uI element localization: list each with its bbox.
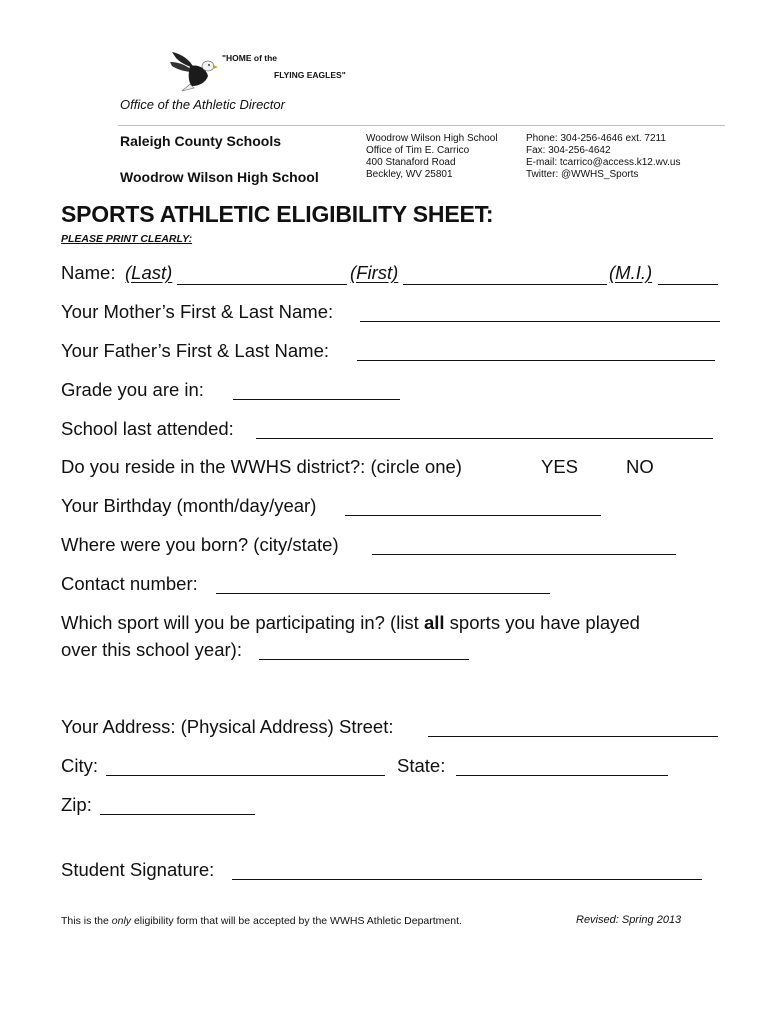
school-name: Woodrow Wilson High School: [120, 169, 319, 185]
form-subtitle: PLEASE PRINT CLEARLY:: [61, 233, 193, 245]
birthday-label: Your Birthday (month/day/year): [61, 495, 317, 516]
district-name: Raleigh County Schools: [120, 133, 282, 149]
eagle-icon: [168, 48, 218, 92]
street-address-field[interactable]: [428, 736, 718, 737]
father-name-field[interactable]: [357, 360, 715, 361]
address-block: [366, 133, 498, 181]
city-label: City:: [61, 755, 98, 776]
birthplace-field[interactable]: [372, 554, 676, 555]
twitter-line: Twitter: @WWHS_Sports: [526, 169, 639, 180]
birthplace-label: Where were you born? (city/state): [61, 534, 339, 555]
sport-question-text-end: sports you have played: [444, 612, 640, 633]
motto-line-2: FLYING EAGLES": [274, 70, 346, 80]
state-field[interactable]: [456, 775, 668, 776]
contact-number-label: Contact number:: [61, 573, 198, 594]
name-mi-field[interactable]: [658, 284, 718, 285]
mother-name-label: Your Mother’s First & Last Name:: [61, 301, 334, 322]
sport-question-line-2: over this school year):: [61, 639, 242, 660]
grade-field[interactable]: [233, 399, 400, 400]
school-attended-label: School last attended:: [61, 418, 234, 439]
footer-note-text: This is the: [61, 915, 112, 927]
signature-field[interactable]: [232, 879, 702, 880]
name-last-label: (Last): [125, 262, 173, 283]
footer-note-emphasis: only: [111, 915, 132, 927]
street-address-label: Your Address: (Physical Address) Street:: [61, 716, 394, 737]
name-label: Name:: [61, 262, 116, 283]
address-line: Woodrow Wilson High School: [366, 133, 498, 144]
mother-name-field[interactable]: [360, 321, 720, 322]
contact-block: [526, 133, 680, 181]
name-first-field[interactable]: [403, 284, 607, 285]
school-attended-field[interactable]: [256, 438, 713, 439]
fax-line: Fax: 304-256-4642: [526, 145, 611, 156]
father-name-label: Your Father’s First & Last Name:: [61, 340, 330, 361]
reside-no-option[interactable]: NO: [626, 456, 654, 477]
city-field[interactable]: [106, 775, 385, 776]
revised-date: Revised: Spring 2013: [576, 914, 682, 926]
reside-question: Do you reside in the WWHS district?: (circle one): [61, 456, 462, 477]
header-divider: [118, 125, 725, 126]
motto-line-1: "HOME of the: [222, 53, 278, 63]
birthday-field[interactable]: [345, 515, 601, 516]
address-line: Office of Tim E. Carrico: [366, 145, 470, 156]
email-line: E-mail: tcarrico@access.k12.wv.us: [526, 157, 681, 168]
sport-question-emphasis: all: [423, 612, 445, 633]
state-label: State:: [397, 755, 446, 776]
grade-label: Grade you are in:: [61, 379, 204, 400]
reside-yes-option[interactable]: YES: [541, 456, 579, 477]
footer-note: [61, 915, 462, 927]
sport-field[interactable]: [259, 659, 469, 660]
address-line: 400 Stanaford Road: [366, 157, 456, 168]
office-title: Office of the Athletic Director: [120, 97, 285, 112]
name-mi-label: (M.I.): [609, 262, 653, 283]
signature-label: Student Signature:: [61, 859, 215, 880]
form-title: SPORTS ATHLETIC ELIGIBILITY SHEET:: [61, 201, 494, 227]
zip-field[interactable]: [100, 814, 255, 815]
sport-question-text: Which sport will you be participating in? (list: [61, 612, 424, 633]
contact-number-field[interactable]: [216, 593, 550, 594]
zip-label: Zip:: [61, 794, 92, 815]
address-line: Beckley, WV 25801: [366, 169, 453, 180]
footer-note-text-end: eligibility form that will be accepted by the WWHS Athletic Department.: [131, 915, 462, 927]
name-last-field[interactable]: [177, 284, 347, 285]
phone-line: Phone: 304-256-4646 ext. 7211: [526, 133, 666, 144]
sport-question: [61, 612, 640, 634]
name-first-label: (First): [350, 262, 399, 283]
